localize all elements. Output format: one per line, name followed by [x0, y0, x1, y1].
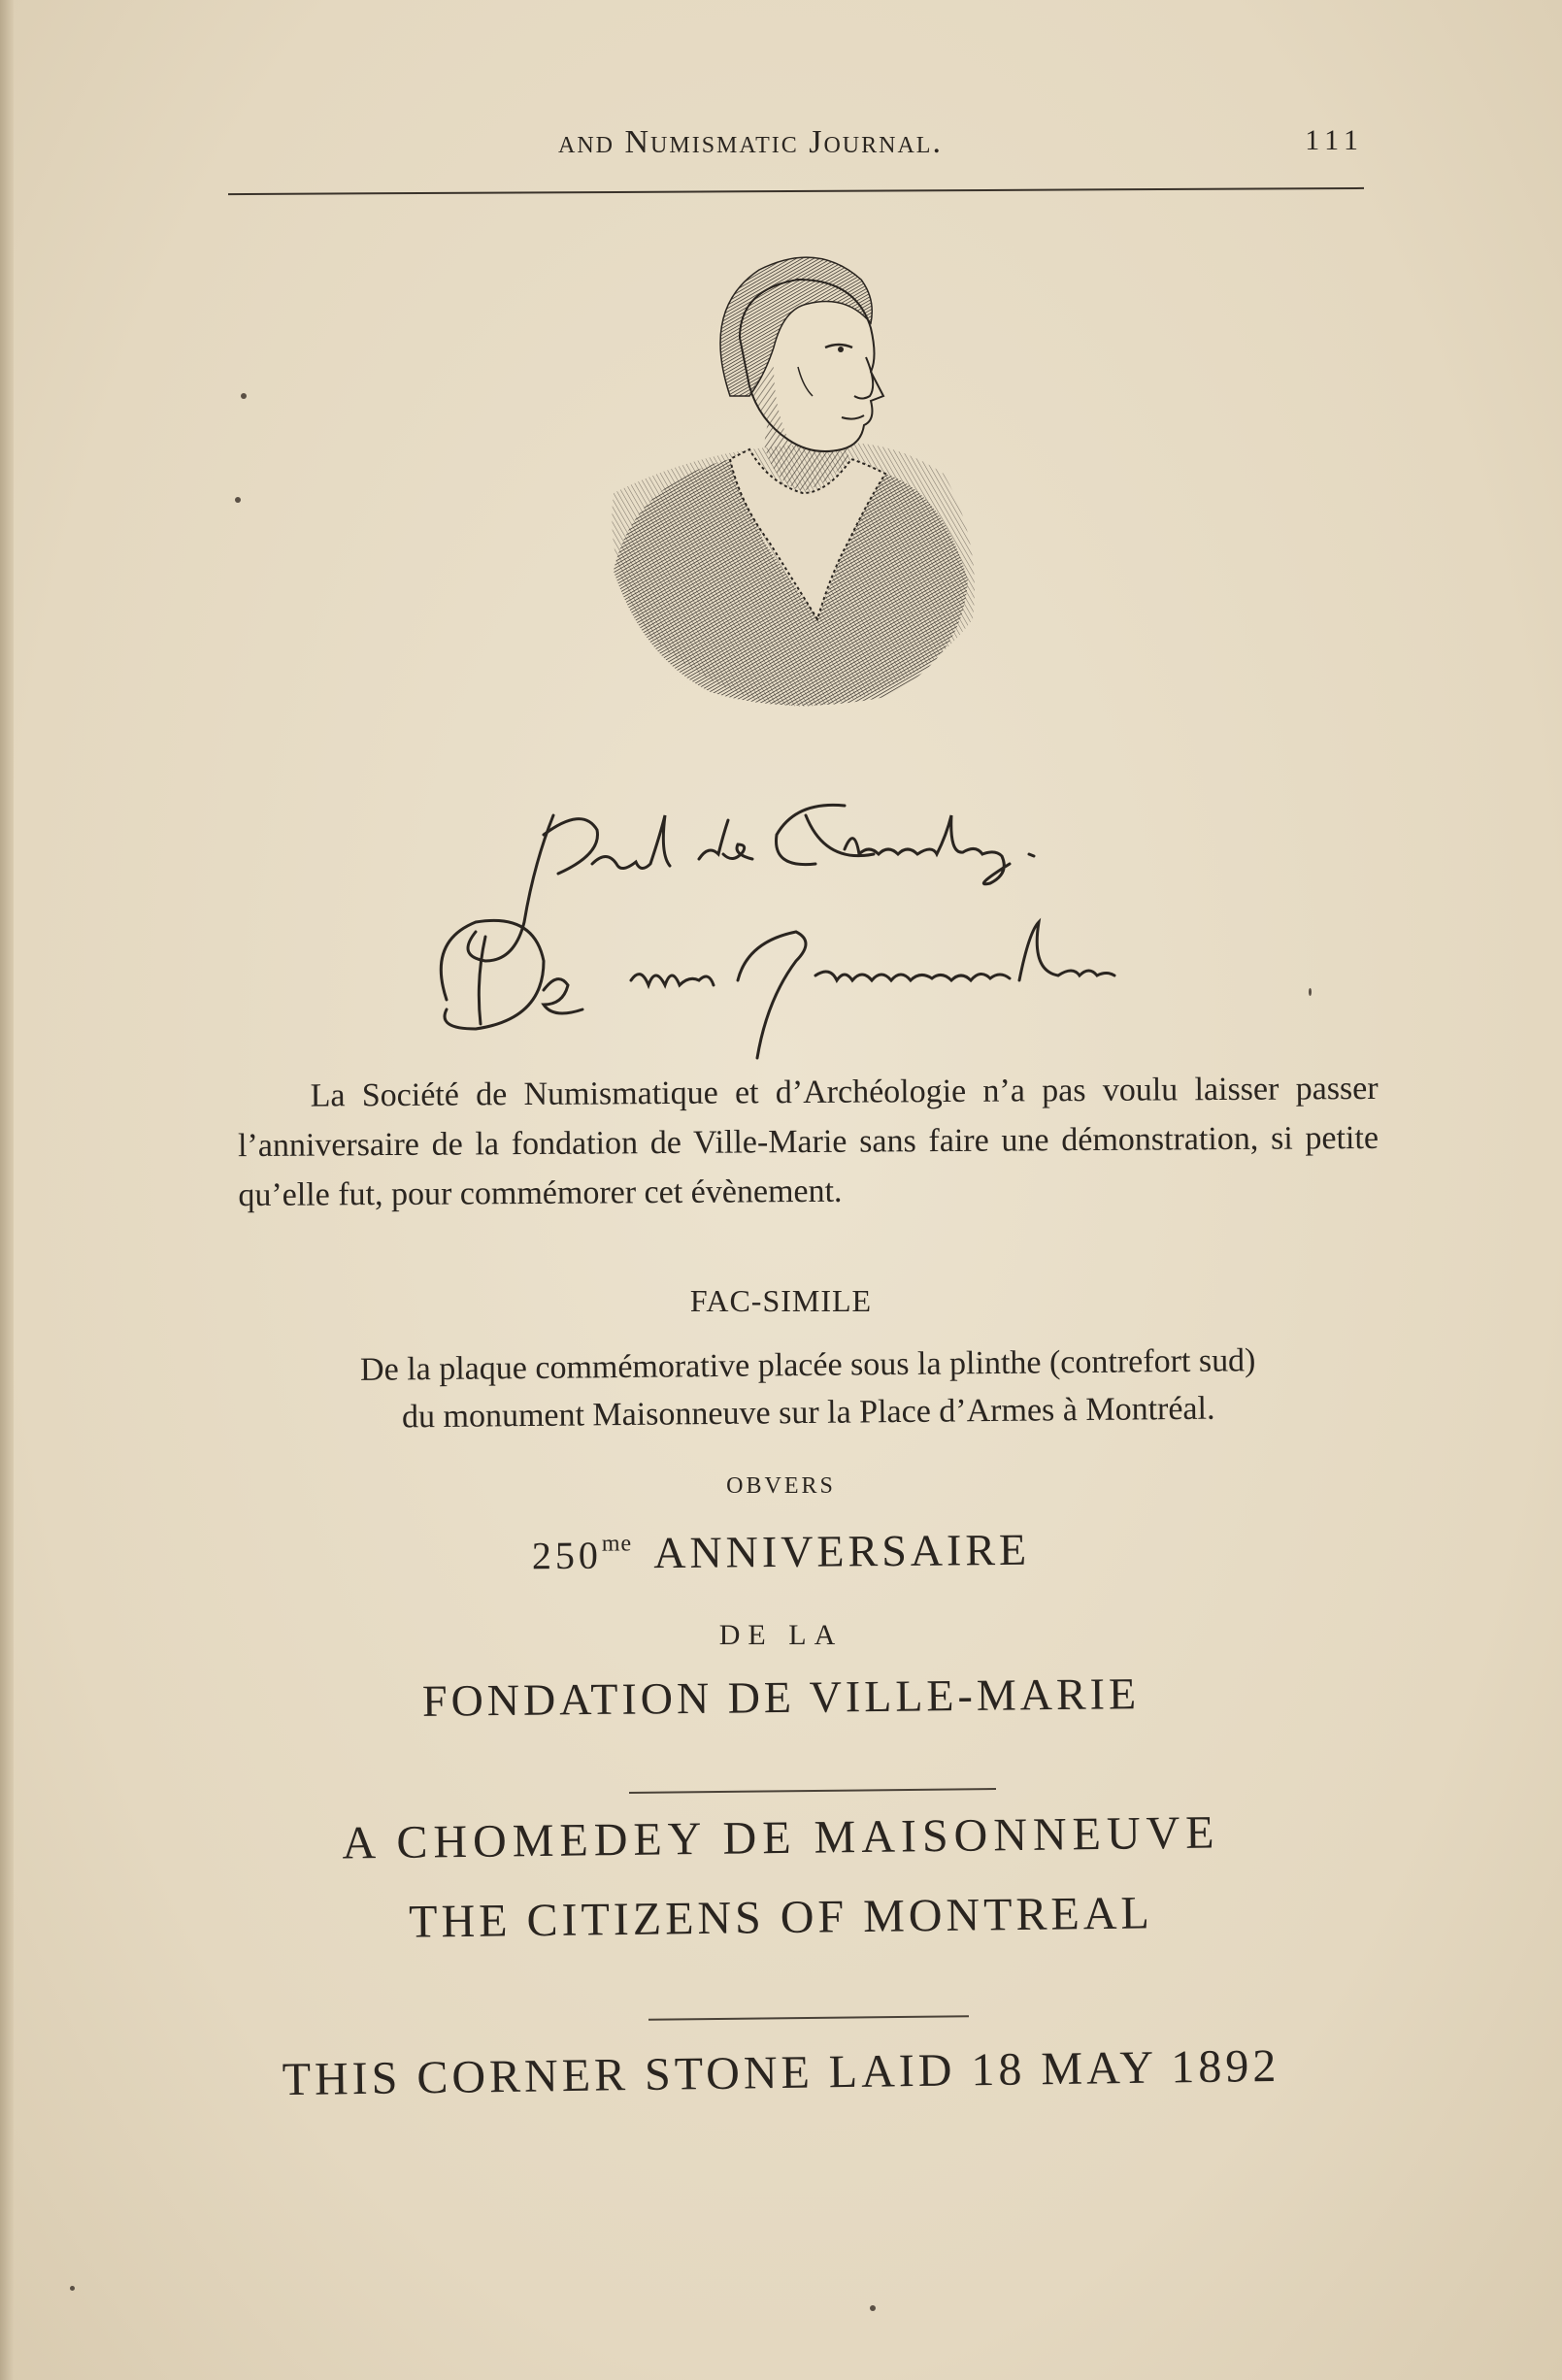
caption-line-2: du monument Maisonneuve sur la Place d’Armes à Montréal. — [401, 1390, 1215, 1436]
paragraph-text: La Société de Numismatique et d’Archéologie n’a pas voulu laisser passer l’anniversaire de la fondation de Ville-Marie sans faire une démonstration, si petite qu’elle fut, pour commémorer cet évènement. — [237, 1070, 1379, 1214]
dedication-line-2: THE CITIZENS OF MONTREAL — [408, 1887, 1154, 1948]
fondation-line: FONDATION DE VILLE-MARIE — [421, 1669, 1141, 1726]
header-rule — [228, 187, 1364, 195]
anniversary-word: ANNIVERSAIRE — [653, 1524, 1031, 1578]
plaque-caption — [238, 1336, 1379, 1442]
anniversary-line — [0, 1519, 1562, 1584]
paper-speck — [241, 393, 247, 399]
obvers-label: OBVERS — [726, 1473, 836, 1499]
dedication-line-1: A CHOMEDEY DE MAISONNEUVE — [342, 1806, 1220, 1869]
engraved-portrait-icon — [594, 250, 982, 716]
anniversary-number-value: 250 — [531, 1533, 603, 1578]
page-gutter — [0, 0, 14, 2380]
running-title: and Numismatic Journal. — [558, 124, 943, 160]
paper-speck — [870, 2305, 876, 2311]
de-la-line: DE LA — [718, 1619, 844, 1651]
page-number: 111 — [1305, 124, 1364, 156]
corner-stone-line: THIS CORNER STONE LAID 18 MAY 1892 — [282, 2039, 1280, 2106]
body-paragraph — [237, 1064, 1379, 1220]
paper-speck — [70, 2286, 75, 2291]
plaque-rule-1 — [629, 1788, 996, 1794]
facsimile-heading: FAC-SIMILE — [689, 1283, 873, 1318]
anniversary-number — [532, 1533, 633, 1577]
paper-speck — [1309, 988, 1312, 996]
paper-speck — [235, 497, 241, 503]
running-head — [228, 124, 1364, 167]
caption-line-1: De la plaque commémorative placée sous la plinthe (contrefort sud) — [359, 1342, 1256, 1388]
plaque-rule-2 — [648, 2015, 969, 2020]
signature-icon — [388, 777, 1223, 1068]
anniversary-suffix: me — [601, 1531, 633, 1557]
